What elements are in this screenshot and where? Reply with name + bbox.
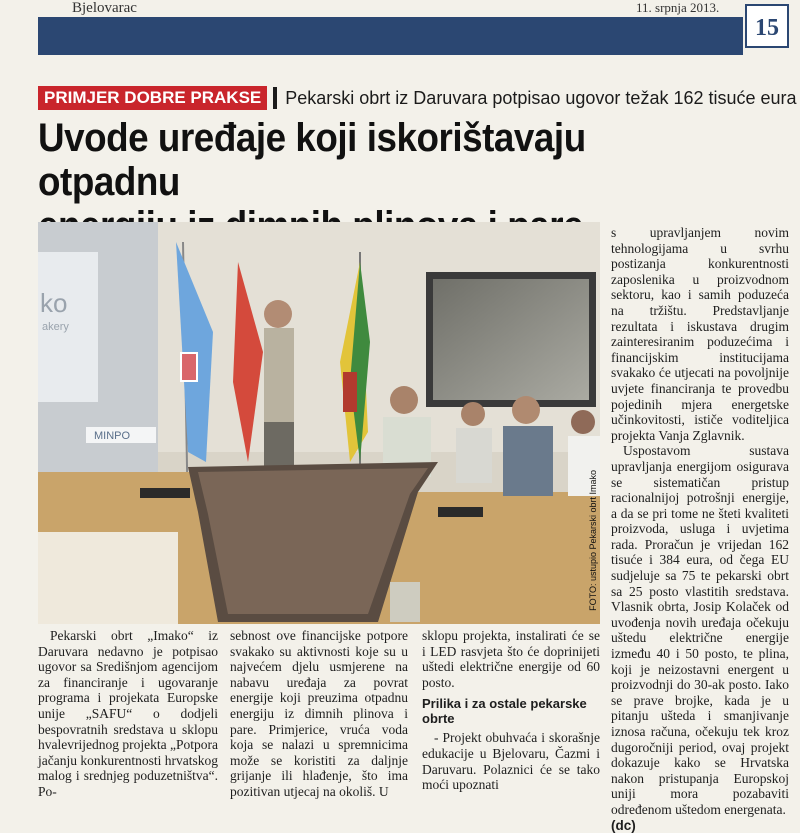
photo-credit: FOTO: ustupio Pekarski obrt Imako — [588, 470, 598, 611]
page-header — [0, 0, 800, 62]
article-paragraph: s upravljanjem novim tehnologijama u svrhu postizanja konkurentnosti zaposlenika u proizvodnom sektoru, kao i samih poduzeća na tržištu. Predstavljanje rezultata i iskustava drugim zainteresiranim poduzećima i financijskim institucijama svakako će utjecati na povoljnije uvjete financiranja te provedbu pojedinih mjera energetske učinkovitosti, ističe voditeljica projekta Vanja Zglavnik. — [611, 225, 789, 443]
publication-name: Bjelovarac — [72, 0, 137, 16]
author-signature: (dc) — [611, 817, 636, 833]
nameplate-text: MINPO — [94, 430, 131, 442]
meeting-photo-illustration — [38, 222, 600, 624]
kicker — [38, 86, 797, 110]
article-paragraph: - Projekt obuhvaća i skorašnje edukacije u Bjelovaru, Čazmi i Daruvaru. Polaznici će se tako moći upoznati — [422, 730, 600, 793]
section-badge: PRIMJER DOBRE PRAKSE — [38, 86, 267, 110]
header-stripe — [38, 17, 743, 55]
article-column-4 — [611, 225, 789, 833]
article-column-1 — [38, 628, 218, 800]
article-column-3 — [422, 628, 600, 793]
kicker-subtitle: Pekarski obrt iz Daruvara potpisao ugovor težak 162 tisuće eura — [285, 87, 797, 108]
article-column-2 — [230, 628, 408, 800]
article-paragraph: Pekarski obrt „Imako“ iz Daruvara nedavno je potpisao ugovor sa Središnjom agencijom za financiranje i ugovaranje programa i projekata Europske unije „SAFU“ o dodjeli bespovratnih sredstava u sklopu hvalevrijednog projekta „Potpora jačanju konkurentnosti hrvatskog malog i srednjeg poduzetništva“. Po- — [38, 628, 218, 799]
wall-logo-subtext: akery — [42, 321, 69, 333]
article-paragraph: sklopu projekta, instalirati će se i LED rasvjeta što će doprinijeti uštedi električne energije od 60 posto. — [422, 628, 600, 690]
page-number: 15 — [745, 4, 789, 48]
wall-logo-text: ko — [40, 288, 68, 318]
issue-date: 11. srpnja 2013. — [636, 0, 720, 15]
headline-line-1: Uvode uređaje koji iskorištavaju otpadnu — [38, 116, 586, 204]
article-paragraph: Uspostavom sustava upravljanja energijom osigurava se sistematičan pristup racionalnijoj potrošnji energije, a da se pri tome ne šteti kvaliteti proizvoda, usluga i uvjetima rada. Proračun je vrijedan 162 tisuće i 384 eura, od čega EU sudjeluje sa 75 te pekarski obrt sa 25 posto vlastitih sredstava. Vlasnik obrta, Josip Kolaček od uvođenja novih uređaja očekuju uštedu električne energije između 40 i 50 posto, te plina, koji je neizostavni energent u proizvodnji do 30-ak posto. Iako se prave brojke, kada je u pitanju ušteda i smanjivanje iznosa računa, očekuju tek kroz dugoročniji period, ovaj projekt dokazuje kako se Hrvatska nakon pristupanja Europskoj uniji mora pozabaviti određenom uštedom energenata. — [611, 443, 789, 817]
kicker-divider — [273, 87, 277, 109]
article-subheading: Prilika i za ostale pekarske obrte — [422, 696, 587, 727]
article-paragraph: sebnost ove financijske potpore svakako su aktivnosti koje su u najvećem djelu usmjerene na nabavu uređaja za povrat energije koji preuzima otpadnu energiju iz dimnih plinova i pare. Primjerice, vruća voda koja se nalazi u spremnicima može se koristiti za daljnje grijanje ili hlađenje, što ima pozitivan utjecaj na okoliš. U — [230, 628, 408, 799]
article-photo — [38, 222, 600, 624]
